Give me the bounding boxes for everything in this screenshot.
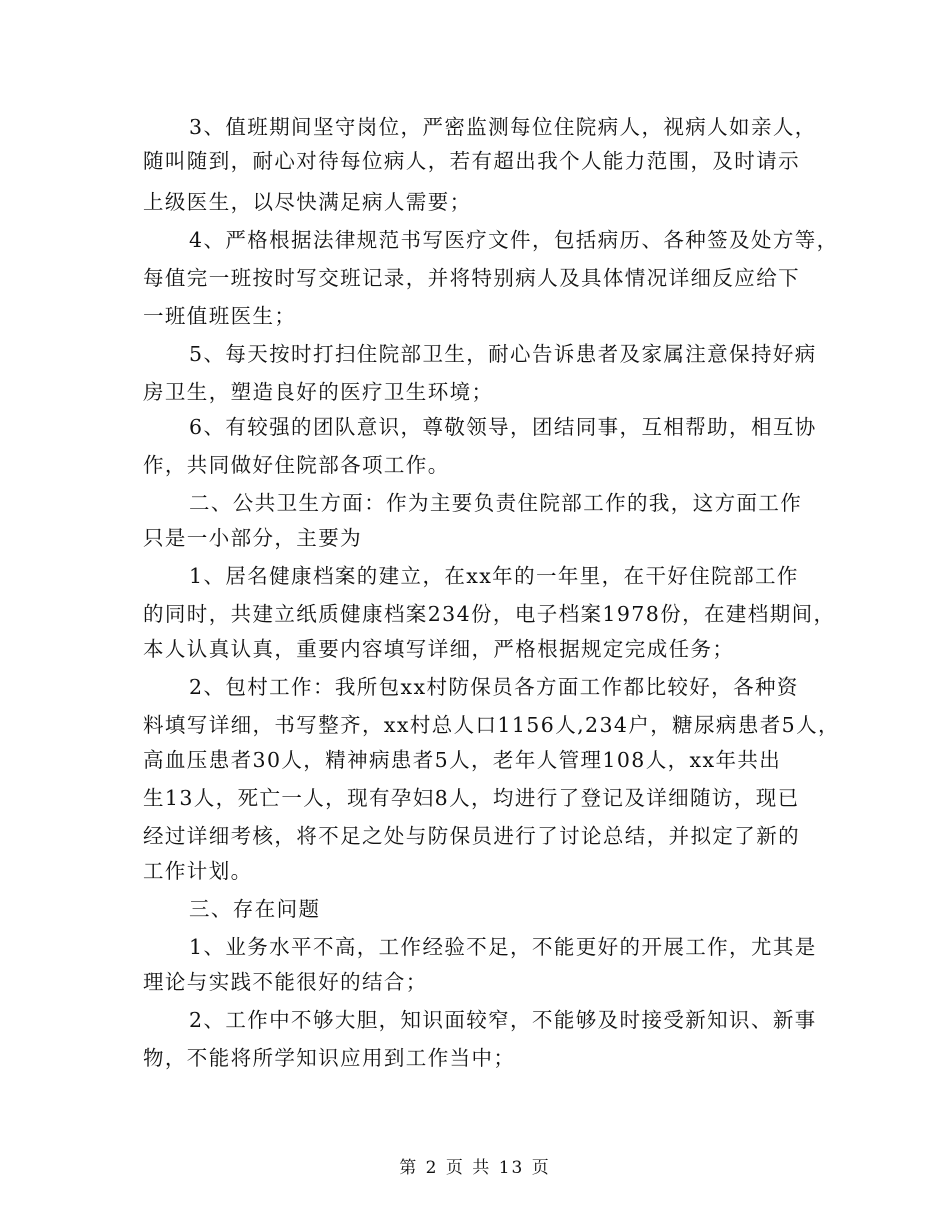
- text-line: 房卫生，塑造良好的医疗卫生环境；: [143, 380, 494, 404]
- text-line: 2、包村工作：我所包xx村防保员各方面工作都比较好，各种资: [189, 675, 799, 699]
- text-line: 生13人，死亡一人，现有孕妇8人，均进行了登记及详细随访，现已: [143, 786, 800, 810]
- text-line: 4、严格根据法律规范书写医疗文件，包括病历、各种签及处方等，: [189, 228, 839, 252]
- text-line: 5、每天按时打扫住院部卫生，耐心告诉患者及家属注意保持好病: [189, 342, 817, 366]
- text-line: 工作计划。: [143, 859, 253, 883]
- text-line: 二、公共卫生方面：作为主要负责住院部工作的我，这方面工作: [189, 491, 803, 515]
- text-line: 随叫随到，耐心对待每位病人，若有超出我个人能力范围，及时请示: [143, 149, 800, 173]
- text-line: 1、居名健康档案的建立，在xx年的一年里，在干好住院部工作: [189, 564, 799, 588]
- text-line: 料填写详细，书写整齐，xx村总人口1156人,234户，糖尿病患者5人，: [143, 713, 840, 737]
- text-line: 1、业务水平不高，工作经验不足，不能更好的开展工作，尤其是: [189, 935, 817, 959]
- text-line: 理论与实践不能很好的结合；: [143, 970, 428, 994]
- text-line: 物，不能将所学知识应用到工作当中；: [143, 1046, 516, 1070]
- text-line: 经过详细考核，将不足之处与防保员进行了讨论总结，并拟定了新的: [143, 824, 800, 848]
- text-line: 3、值班期间坚守岗位，严密监测每位住院病人，视病人如亲人，: [189, 115, 817, 139]
- text-line: 三、存在问题: [189, 897, 321, 921]
- text-line: 6、有较强的团队意识，尊敬领导，团结同事，互相帮助，相互协: [189, 415, 817, 439]
- text-line: 的同时，共建立纸质健康档案234份，电子档案1978份，在建档期间，: [143, 602, 836, 626]
- page-number-footer: 第 2 页 共 13 页: [399, 1158, 551, 1178]
- text-line: 只是一小部分，主要为: [143, 526, 362, 550]
- text-line: 每值完一班按时写交班记录，并将特别病人及具体情况详细反应给下: [143, 266, 800, 290]
- text-line: 2、工作中不够大胆，知识面较窄，不能够及时接受新知识、新事: [189, 1008, 817, 1032]
- text-line: 一班值班医生；: [143, 304, 297, 328]
- text-line: 本人认真认真，重要内容填写详细，严格根据规定完成任务；: [143, 637, 735, 661]
- text-line: 作，共同做好住院部各项工作。: [143, 453, 450, 477]
- text-line: 高血压患者30人，精神病患者5人，老年人管理108人，xx年共出: [143, 748, 782, 772]
- text-line: 上级医生，以尽快满足病人需要；: [143, 190, 472, 214]
